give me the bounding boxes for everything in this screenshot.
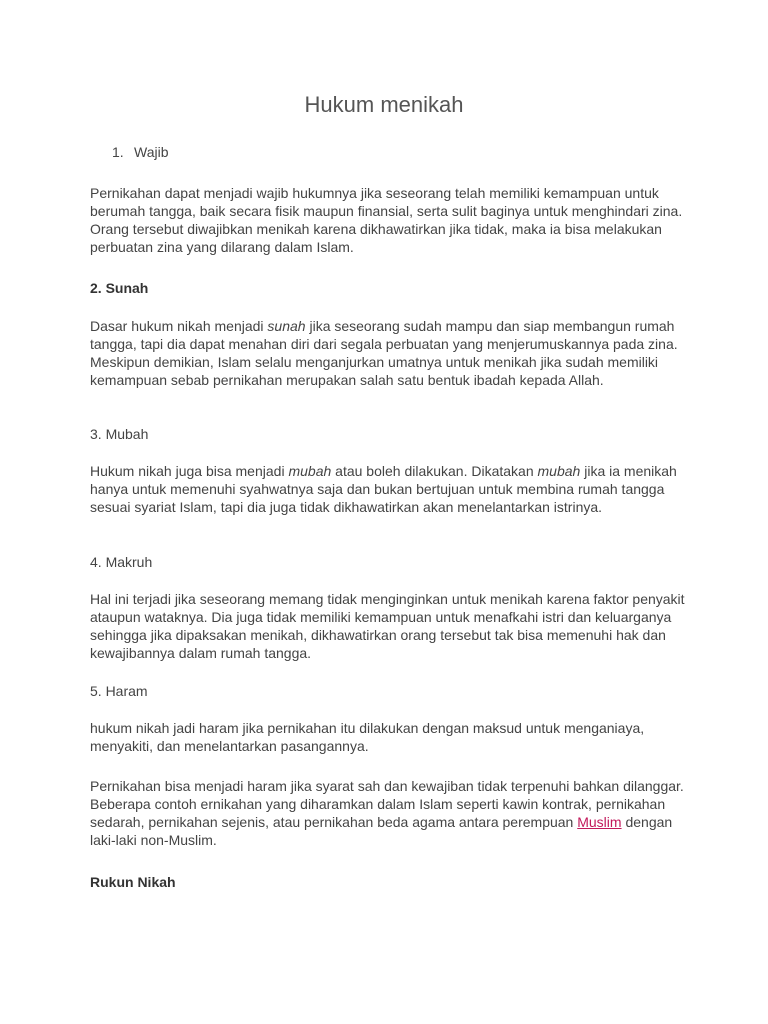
mubah-text-1: Hukum nikah juga bisa menjadi [90,463,289,479]
sunah-italic-term: sunah [267,318,306,334]
wajib-paragraph: Pernikahan dapat menjadi wajib hukumnya jika seseorang telah memiliki kemampuan untuk berumah tangga, baik secara fisik maupun finansial, serta sulit baginya untuk menghindari zina. Orang tersebut diwajibkan menikah karena dikhawatirkan jika tidak, maka ia bisa melakukan perbuatan zina yang dilarang dalam Islam. [90,185,683,255]
list-item-number: 1. [112,144,124,160]
page-title: Hukum menikah [304,92,464,117]
makruh-paragraph: Hal ini terjadi jika seseorang memang tidak menginginkan untuk menikah karena faktor penyakit ataupun wataknya. Dia juga tidak memiliki kemampuan untuk menafkahi istri dan keluarganya sehingga jika dipaksakan menikah, dikhawatirkan orang tersebut tak bisa memenuhi hak dan kewajibannya dalam rumah tangga. [90,591,685,661]
makruh-heading: 4. Makruh [90,554,153,570]
rukun-nikah-heading: Rukun Nikah [90,874,176,890]
mubah-italic-term-1: mubah [288,463,332,479]
haram-paragraph-1: hukum nikah jadi haram jika pernikahan itu dilakukan dengan maksud untuk menganiaya, menyakiti, dan menelantarkan pasangannya. [90,720,645,754]
mubah-text-2: atau boleh dilakukan. Dikatakan [331,463,538,479]
list-item-wajib [112,143,169,161]
mubah-heading: 3. Mubah [90,426,149,442]
mubah-paragraph [90,462,690,516]
haram-paragraph-2 [90,777,690,849]
mubah-text-3: jika ia menikah hanya untuk memenuhi syahwatnya saja dan bukan bertujuan untuk membina rumah tangga sesuai syariat Islam, tapi dia juga tidak dikhawatirkan akan menelantarkan istrinya. [90,463,677,515]
muslim-link[interactable]: Muslim [577,814,622,830]
sunah-text-1: Dasar hukum nikah menjadi [90,318,268,334]
sunah-paragraph [90,317,690,389]
list-item-label: Wajib [134,144,169,160]
haram-text-2: dengan laki-laki non-Muslim. [90,814,673,848]
haram-text-1: Pernikahan bisa menjadi haram jika syarat sah dan kewajiban tidak terpenuhi bahkan dilanggar. Beberapa contoh ernikahan yang diharamkan dalam Islam seperti kawin kontrak, pernikahan sedarah, pernikahan sejenis, atau pernikahan beda agama antara perempuan [90,778,684,830]
sunah-text-2: jika seseorang sudah mampu dan siap membangun rumah tangga, tapi dia dapat menahan diri dari segala perbuatan yang menjerumuskannya pada zina. Meskipun demikian, Islam selalu menganjurkan umatnya untuk menikah jika sudah memiliki kemampuan sebab pernikahan merupakan salah satu bentuk ibadah kepada Allah. [90,318,678,388]
haram-heading: 5. Haram [90,683,148,699]
sunah-heading: 2. Sunah [90,280,149,296]
mubah-italic-term-2: mubah [537,463,581,479]
